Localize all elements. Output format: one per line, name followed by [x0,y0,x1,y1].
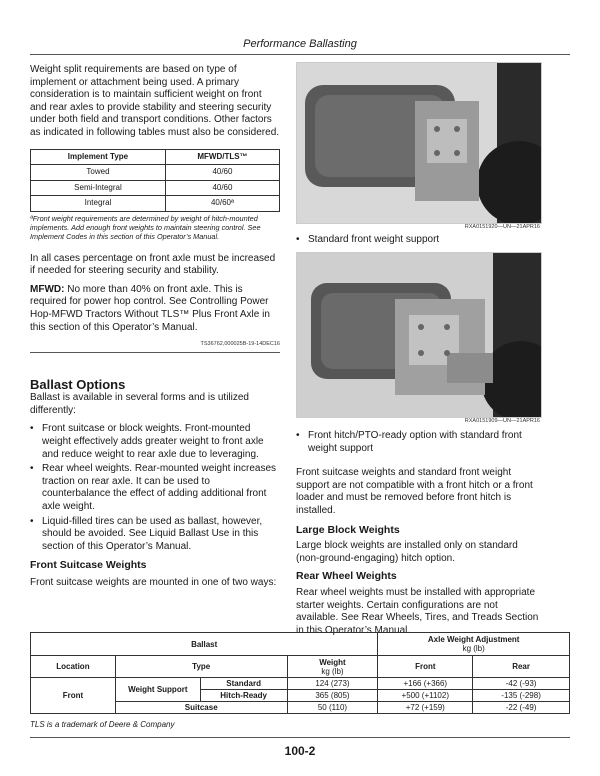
list-item: • Rear wheel weights. Rear-mounted weight increases traction on rear axle. It can be used to counterbalance the effect of adding additional front axle weight. [30,463,280,513]
figure-caption: • Standard front weight support [296,234,540,247]
location-front: Front [31,678,116,714]
standard-label: Standard [200,678,287,690]
table-cell: Integral [31,196,166,212]
front-weight-illustration [297,63,541,223]
weight-header-label: Weight [319,657,346,667]
table-cell: Semi-Integral [31,180,166,196]
standard-front-weight-photo [296,62,542,224]
figure-caption-list [296,430,542,455]
reference-code: TS36762,000025B-19-14DEC16 [200,341,280,348]
figure-id: RXA0151909—UN—21APR16 [464,418,540,424]
table-row [31,196,280,212]
table-row [31,678,570,690]
weight-header-unit: kg (lb) [321,666,344,676]
table-header: Implement Type [31,149,166,165]
front-axle-paragraph: In all cases percentage on front axle must be increased if needed for steering security and stability. [30,252,276,277]
axle-adjustment-unit: kg (lb) [462,644,485,653]
axle-adjustment-title: Axle Weight Adjustment [427,635,520,644]
suitcase-label: Suitcase [115,702,287,714]
table-cell: -42 (-93) [473,678,570,690]
ballast-header: Ballast [31,633,378,656]
table-row [31,656,570,678]
large-block-text: Large block weights are installed only on standard (non-ground-engaging) hitch option. [296,540,518,564]
table-footnote: ªFront weight requirements are determined by weight of hitch-mounted implements. Add enough front weights to maintain steering control. See Implement Codes in this section of this Operator’s Manual. [30,213,261,242]
mfwd-text: No more than 40% on front axle. This is required for power hop control. See Controlling Power Hop-MFWD Tractors Without TLS™ Plus Front Axle in this section of this Operator’s Manual. [30,283,270,333]
page-number: 100-2 [284,744,316,758]
front-hitch-photo [296,252,542,418]
intro-paragraph: Weight split requirements are based on type of implement or attachment being used. A primary consideration is to maintain sufficient weight on front and rear axles to provide stability and steering security under both field and transport conditions. Other factors as indicated in following tables must also be considered. [30,64,280,138]
right-column [296,430,542,637]
ballast-weight-table [30,632,570,714]
rear-header: Rear [473,656,570,678]
figure-caption: • Front hitch/PTO-ready option with standard front weight support [296,430,542,455]
list-item: • Liquid-filled tires can be used as ballast, however, should be avoided. See Liquid Ballast Use in this section of this Operator’s Manual. [30,516,280,554]
ballast-list [30,423,280,553]
table-cell: 40/60 [165,180,279,196]
table-cell: 124 (273) [287,678,378,690]
table-cell: -22 (-49) [473,702,570,714]
type-header: Type [115,656,287,678]
mfwd-label: MFWD: [30,283,65,295]
table-cell: Towed [31,165,166,181]
front-header: Front [378,656,473,678]
mfwd-paragraph [30,284,280,334]
hitch-ready-label: Hitch-Ready [200,690,287,702]
table-cell: 40/60ª [165,196,279,212]
list-item: • Front suitcase or block weights. Front-mounted weight effectively adds greater weight to front axle and reduce weight to rear axle due to leveraging. [30,423,280,461]
large-block-heading: Large Block Weights [296,523,400,536]
location-header: Location [31,656,116,678]
weight-split-table [30,149,280,212]
table-row [31,180,280,196]
footer-rule [30,737,570,738]
table-cell: +166 (+366) [378,678,473,690]
table-cell: 365 (805) [287,690,378,702]
ballast-options-heading: Ballast Options [30,376,126,392]
axle-adjustment-header [378,633,570,656]
left-column [30,64,280,590]
rear-wheel-text: Rear wheel weights must be installed with appropriate starter weights. Certain configurations are not available. See Rear Wheels, Tires, and Treads Section in this Operator’s Manual. [296,586,539,636]
table-cell: +72 (+159) [378,702,473,714]
table-cell: +500 (+1102) [378,690,473,702]
rear-wheel-heading: Rear Wheel Weights [296,570,397,583]
table-cell: 40/60 [165,165,279,181]
front-suitcase-heading: Front Suitcase Weights [30,559,147,572]
front-suitcase-text: Front suitcase weights are mounted in one of two ways: [30,577,277,589]
figure-id: RXA0151920—UN—21APR16 [464,224,540,230]
ballast-intro: Ballast is available in several forms and is utilized differently: [30,392,249,416]
table-row [31,165,280,181]
weight-support-label: Weight Support [115,678,200,702]
weight-header [287,656,378,678]
table-header: MFWD/TLS™ [165,149,279,165]
table-cell: 50 (110) [287,702,378,714]
table-cell: -135 (-298) [473,690,570,702]
page-header: Performance Ballasting [243,38,357,50]
table-row [31,633,570,656]
section-rule [30,352,280,353]
header-rule [30,54,570,55]
front-hitch-illustration [297,253,541,417]
compatibility-paragraph: Front suitcase weights and standard front weight support are not compatible with a front hitch or a front loader and must be removed before front hitch is installed. [296,467,533,516]
figure-caption-list [296,234,540,249]
trademark-note: TLS is a trademark of Deere & Company [30,720,175,729]
